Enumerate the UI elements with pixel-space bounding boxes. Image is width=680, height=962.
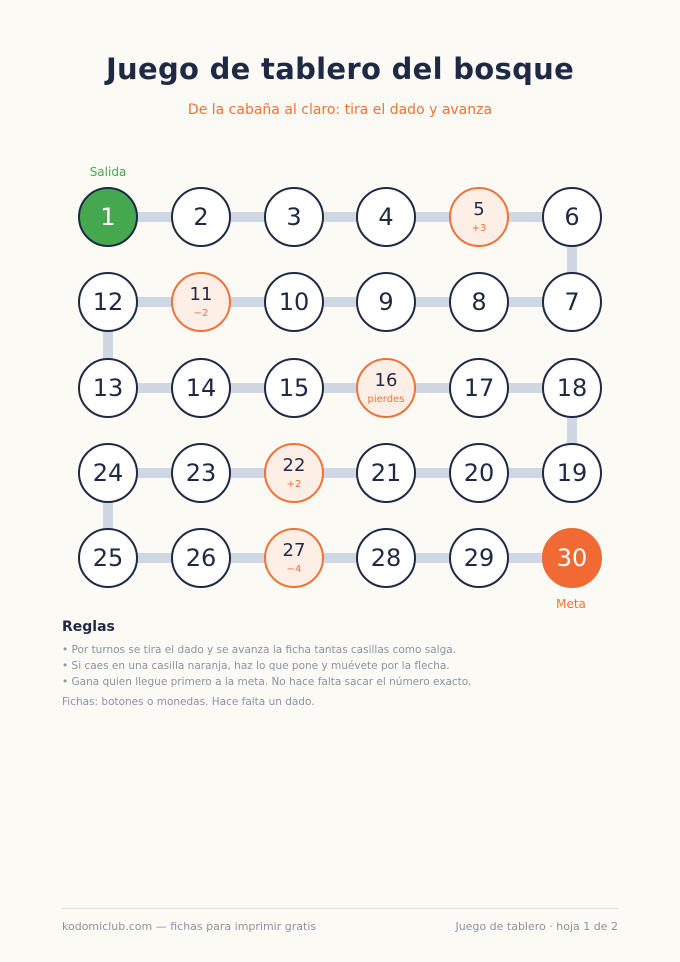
board-cell-26 [171,528,231,588]
path-connector [229,383,266,393]
board-cell-29 [449,528,509,588]
board-cell-3 [264,187,324,247]
board-cell-5 [449,187,509,247]
page-title: Juego de tablero del bosque [105,52,575,86]
board-cell-17 [449,358,509,418]
board-cell-7 [542,272,602,332]
board-cell-25 [78,528,138,588]
board-cell-24 [78,443,138,503]
rule-item: • Si caes en una casilla naranja, haz lo que pone y muévete por la flecha. [62,660,450,672]
board-cell-22 [264,443,324,503]
cell-number: 26 [185,544,217,572]
footer-page-info: Juego de tablero · hoja 1 de 2 [455,920,618,933]
path-connector [414,468,451,478]
path-connector [136,468,173,478]
cell-number: 2 [193,203,209,231]
cell-effect-note: −4 [286,563,302,575]
board-cell-14 [171,358,231,418]
path-connector [136,383,173,393]
path-connector [229,212,266,222]
cell-number: 30 [556,544,588,572]
board-cell-30 [542,528,602,588]
cell-number: 14 [185,374,217,402]
board-cell-20 [449,443,509,503]
path-connector [567,245,577,274]
board-cell-23 [171,443,231,503]
path-connector [136,212,173,222]
path-connector [322,212,358,222]
cell-number: 3 [286,203,302,231]
cell-number: 22 [282,454,306,476]
path-connector [136,553,173,563]
path-connector [322,553,358,563]
board-cell-27 [264,528,324,588]
board-cell-16 [356,358,416,418]
footer-divider [62,908,618,909]
path-connector [103,330,113,360]
cell-number: 11 [189,283,213,305]
cell-number: 24 [92,459,124,487]
path-connector [229,468,266,478]
rule-item: • Gana quien llegue primero a la meta. No hace falta sacar el número exacto. [62,676,472,688]
cell-number: 27 [282,539,306,561]
path-connector [414,383,451,393]
path-connector [322,468,358,478]
cell-effect-note: pierdes [367,393,405,405]
board-cell-11 [171,272,231,332]
path-connector [136,297,173,307]
path-connector [507,212,544,222]
path-connector [322,297,358,307]
rules-list [62,642,471,690]
cell-number: 15 [278,374,310,402]
cell-number: 7 [564,288,580,316]
path-connector [507,468,544,478]
start-label: Salida [89,165,127,179]
cell-number: 23 [185,459,217,487]
board-cell-9 [356,272,416,332]
board-cell-1 [78,187,138,247]
cell-number: 25 [92,544,124,572]
cell-number: 9 [378,288,394,316]
board-cell-18 [542,358,602,418]
cell-number: 17 [463,374,495,402]
cell-number: 6 [564,203,580,231]
cell-number: 29 [463,544,495,572]
path-connector [507,297,544,307]
path-connector [229,553,266,563]
path-connector [414,553,451,563]
cell-number: 12 [92,288,124,316]
cell-number: 1 [100,203,116,231]
materials-note: Fichas: botones o monedas. Hace falta un dado. [62,696,315,708]
cell-number: 20 [463,459,495,487]
rule-item: • Por turnos se tira el dado y se avanza la ficha tantas casillas como salga. [62,644,457,656]
cell-number: 21 [370,459,402,487]
cell-number: 4 [378,203,394,231]
board-cell-13 [78,358,138,418]
path-connector [229,297,266,307]
board-cell-19 [542,443,602,503]
footer-site: kodomiclub.com — fichas para imprimir gratis [62,920,317,933]
board-cell-8 [449,272,509,332]
cell-number: 13 [92,374,124,402]
path-connector [322,383,358,393]
board-cell-4 [356,187,416,247]
path-connector [567,416,577,445]
cell-number: 8 [471,288,487,316]
cell-number: 18 [556,374,588,402]
cell-number: 19 [556,459,588,487]
cell-number: 28 [370,544,402,572]
board-cell-12 [78,272,138,332]
board-cell-2 [171,187,231,247]
goal-label: Meta [556,597,586,611]
path-connector [507,553,544,563]
path-connector [507,383,544,393]
board-cell-6 [542,187,602,247]
cell-number: 5 [473,198,485,220]
path-connector [103,501,113,530]
cell-effect-note: −2 [193,307,209,319]
path-connector [414,297,451,307]
cell-effect-note: +3 [471,222,487,234]
board-cell-21 [356,443,416,503]
board-cell-10 [264,272,324,332]
cell-number: 10 [278,288,310,316]
cell-effect-note: +2 [286,478,302,490]
path-connector [414,212,451,222]
page-subtitle: De la cabaña al claro: tira el dado y avanza [187,102,493,118]
rules-heading: Reglas [62,619,115,635]
cell-number: 16 [374,369,398,391]
board-cell-15 [264,358,324,418]
board-cell-28 [356,528,416,588]
